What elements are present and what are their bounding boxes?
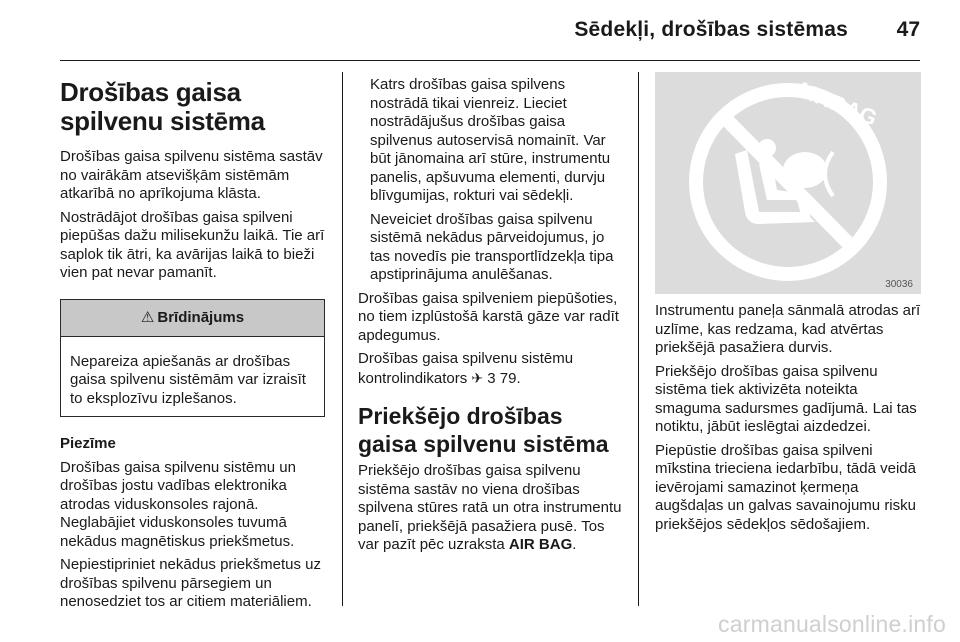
page-header-title: Sēdekļi, drošības sistēmas xyxy=(574,18,848,41)
modification-paragraph: Neveiciet drošības gaisa spilvenu sistēmā nekādus pārveidojumus, jo tas novedīs pie transportlīdzekļa tipa apstiprinājuma anulēšanas. xyxy=(370,210,614,283)
column-divider-right xyxy=(638,72,639,606)
figure-airbag-text: AIRBAG xyxy=(790,75,881,131)
indicator-text: Drošības gaisa spilvenu sistēmu kontrolindikators xyxy=(358,350,574,387)
warning-box xyxy=(60,299,325,418)
warning-title: Brīdinājums xyxy=(157,308,245,326)
watermark: carmanualsonline.info xyxy=(718,611,946,637)
indicator-paragraph xyxy=(358,350,626,388)
airbag-label-bold: AIR BAG xyxy=(508,536,573,553)
warning-text: Nepareiza apiešanās ar drošības gaisa spilvenu sistēmām var izraisīt to eksplozīvu izplešanos. xyxy=(70,352,306,407)
sticker-paragraph: Instrumentu paneļa sānmalā atrodas arī uzlīme, kas redzama, kad atvērtas priekšējā pasažiera durvis. xyxy=(655,302,921,356)
replacement-paragraph: Katrs drošības gaisa spilvens nostrādā tikai vienreiz. Lieciet nostrādājušus drošības gaisa spilvenus autoservisā nomainīt. Var būt jānomaina arī stūre, instrumentu panelis, apšuvuma elementi, durvju blīvgumijas, rokturi vai sēdekļi. xyxy=(370,76,611,204)
figure-number: 30036 xyxy=(885,279,913,290)
note-paragraph-2: Nepiestipriniet nekādus priekšmetus uz drošības spilvenu pārsegiem un nenosedziet tos ar citiem materiāliem. xyxy=(60,556,321,610)
activation-paragraph: Priekšējo drošības gaisa spilvenu sistēma tiek aktivizēta noteikta smaguma sadursmes gadījumā. Lai tas notiktu, jābūt ieslēgtai aizdedzei. xyxy=(655,362,917,435)
sentence-end: . xyxy=(572,536,577,553)
header-rule xyxy=(60,60,920,61)
inflation-paragraph: Nostrādājot drošības gaisa spilveni piepūšas dažu milisekunžu laikā. Tie arī saplok tik ātri, ka avārijas laikā to bieži vien pat nevar pamanīt. xyxy=(60,208,325,281)
section-title-airbag-system: Drošības gaisa spilvenu sistēma xyxy=(60,77,265,136)
warning-header xyxy=(61,300,324,337)
middle-column xyxy=(358,76,626,560)
page-number: 47 xyxy=(896,18,920,41)
right-column xyxy=(655,302,925,539)
note-label: Piezīme xyxy=(60,435,116,452)
front-airbag-text: Priekšējo drošības gaisa spilvenu sistēma sastāv no viena drošības spilvena stūres ratā un otra instrumentu panelī, priekšējā pasažiera pusē. Tos var pazīt pēc uzraksta xyxy=(358,462,622,553)
airbag-indicator-icon: ✈ xyxy=(471,369,484,386)
cushion-paragraph: Piepūstie drošības gaisa spilveni mīkstina trieciena iedarbību, tādā veidā ievērojami samazinot ķermeņa augšdaļas un galvas savainojumu risku priekšējos sēdekļos sēdošajiem. xyxy=(655,441,916,533)
burn-warning-paragraph: Drošības gaisa spilveniem piepūšoties, no tiem izplūstošā karstā gāze var radīt apdegumus. xyxy=(358,289,619,344)
section-title-front-airbag: Priekšējo drošības gaisa spilvenu sistēma xyxy=(358,403,609,457)
note-paragraph-1: Drošības gaisa spilvenu sistēmu un drošības jostu vadības elektronika atrodas viduskonsoles rajonā. Neglabājiet viduskonsoles tuvumā nekādus magnētiskus priekšmetus. xyxy=(60,458,296,550)
intro-paragraph: Drošības gaisa spilvenu sistēma sastāv no vairākām atsevišķām sistēmām atkarībā no aprīkojuma klāsta. xyxy=(60,148,323,202)
page-reference-link[interactable]: 3 79. xyxy=(487,369,521,387)
left-column xyxy=(60,78,325,617)
front-airbag-paragraph xyxy=(358,462,626,555)
warning-triangle-icon: ⚠ xyxy=(140,308,155,326)
airbag-warning-figure xyxy=(655,72,921,294)
column-divider-left xyxy=(342,72,343,606)
airbag-prohibition-illustration xyxy=(655,72,921,294)
